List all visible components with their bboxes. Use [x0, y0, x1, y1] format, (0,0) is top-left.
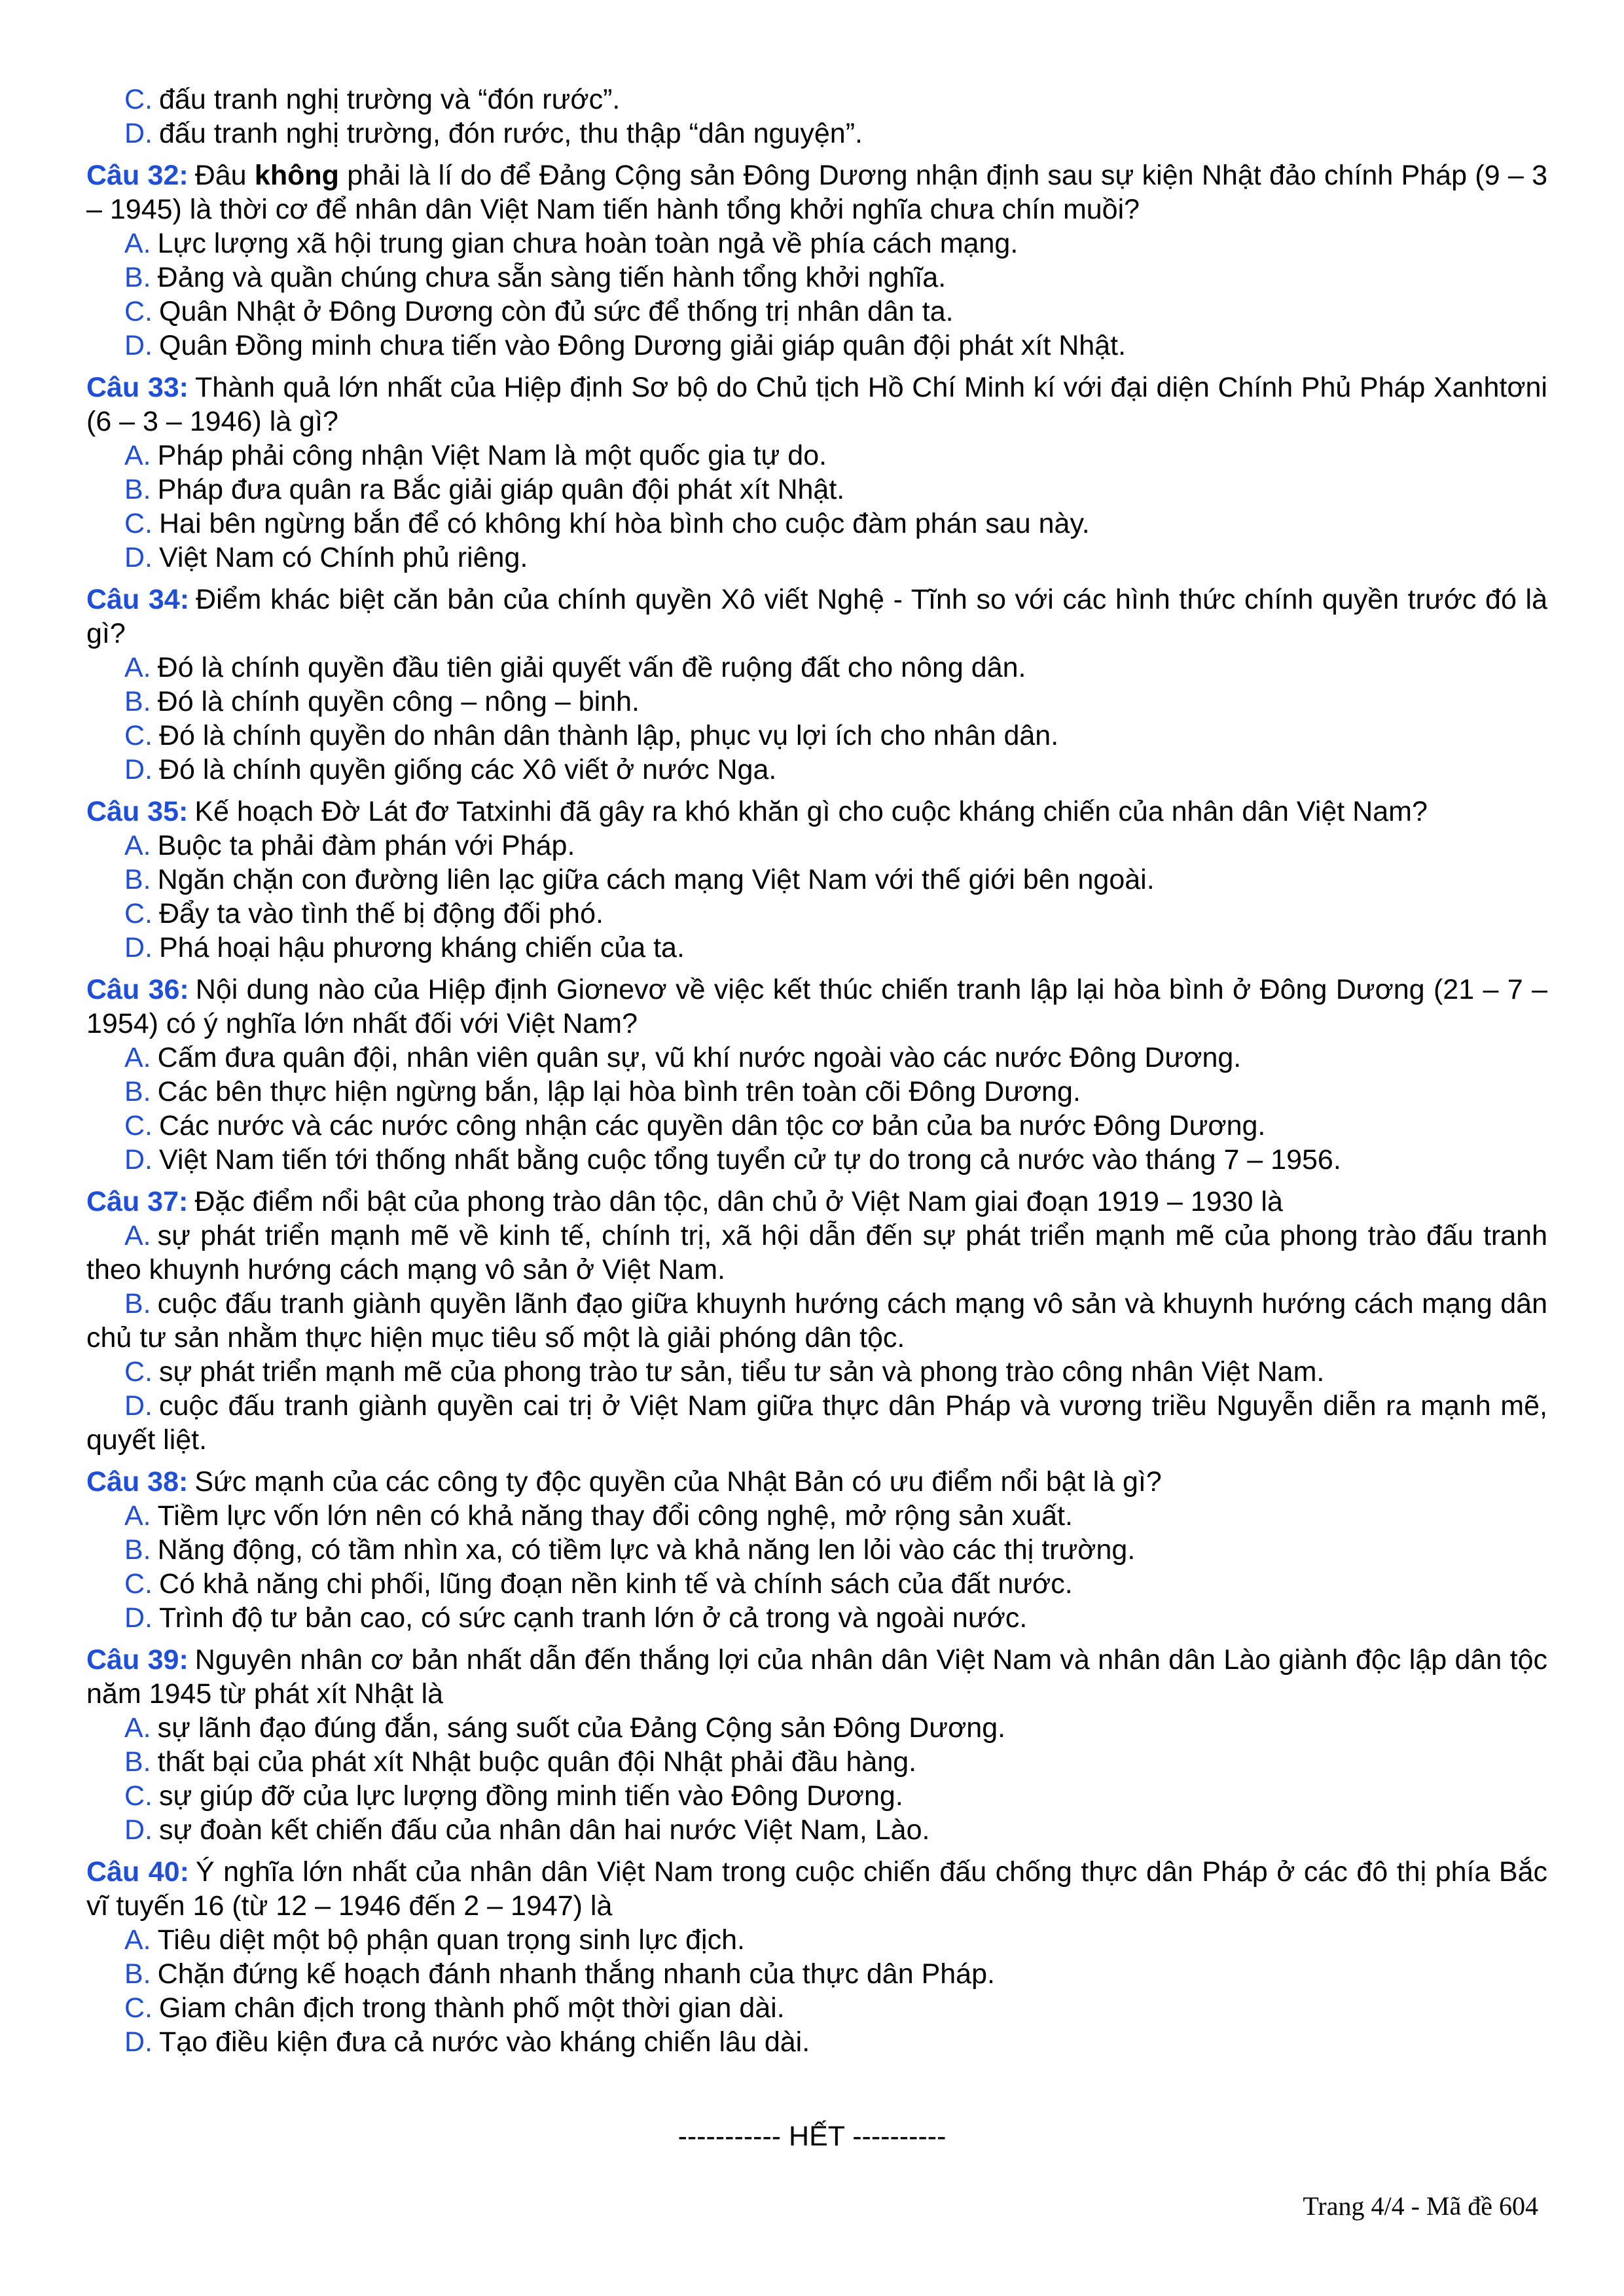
question-stem: [86, 370, 1547, 439]
question-38: [86, 1465, 1547, 1635]
option-letter: A.: [124, 1220, 151, 1251]
question-stem: [86, 1185, 1547, 1219]
question-label: Câu 33:: [86, 372, 189, 403]
option-text: cuộc đấu tranh giành quyền cai trị ở Việt Nam giữa thực dân Pháp và vương triều Nguyễn diễn ra mạnh mẽ, quyết liệt.: [86, 1390, 1547, 1456]
option-text: Hai bên ngừng bắn để có không khí hòa bình cho cuộc đàm phán sau này.: [159, 508, 1090, 539]
option-letter: B.: [124, 262, 151, 293]
question-stem: [86, 1643, 1547, 1711]
option-letter: C.: [124, 898, 153, 929]
option-b: [86, 1287, 1547, 1355]
option-a: [86, 651, 1547, 685]
question-text: Sức mạnh của các công ty độc quyền của Nhật Bản có ưu điểm nổi bật là gì?: [194, 1466, 1162, 1498]
option-text: Các nước và các nước công nhận các quyền dân tộc cơ bản của ba nước Đông Dương.: [159, 1110, 1266, 1141]
option-text: Đó là chính quyền giống các Xô viết ở nước Nga.: [159, 754, 777, 785]
question-35: [86, 795, 1547, 965]
question-text-pre: Đâu: [194, 160, 255, 191]
question-stem: [86, 973, 1547, 1041]
option-line: [86, 117, 1547, 151]
question-label: Câu 36:: [86, 974, 189, 1005]
option-letter: D.: [124, 118, 153, 149]
option-text: Đẩy ta vào tình thế bị động đối phó.: [159, 898, 604, 929]
option-line: [86, 82, 1547, 117]
end-of-exam-mark: ----------- HẾT ----------: [677, 2121, 947, 2152]
option-letter: C.: [124, 720, 153, 751]
question-32: [86, 158, 1547, 363]
option-b: [86, 473, 1547, 507]
option-a: [86, 1499, 1547, 1533]
question-label: Câu 35:: [86, 796, 189, 827]
option-c: [86, 1779, 1547, 1813]
option-c: [86, 719, 1547, 753]
option-d: [86, 1813, 1547, 1847]
option-a: [86, 1219, 1547, 1287]
option-text: Việt Nam có Chính phủ riêng.: [159, 542, 528, 573]
option-letter: D.: [124, 542, 153, 573]
option-text: thất bại của phát xít Nhật buộc quân đội Nhật phải đầu hàng.: [157, 1746, 917, 1778]
question-stem: [86, 1465, 1547, 1499]
option-letter: A.: [124, 652, 151, 683]
page-footer: Trang 4/4 - Mã đề 604: [1303, 2191, 1538, 2221]
option-letter: D.: [124, 1390, 153, 1422]
option-letter: C.: [124, 1568, 153, 1600]
question-label: Câu 39:: [86, 1644, 189, 1676]
question-text: Điểm khác biệt căn bản của chính quyền Xô viết Nghệ - Tĩnh so với các hình thức chính quyền trước đó là gì?: [86, 584, 1547, 649]
question-text: Ý nghĩa lớn nhất của nhân dân Việt Nam trong cuộc chiến đấu chống thực dân Pháp ở các đô thị phía Bắc vĩ tuyến 16 (từ 12 – 1946 đến 2 – 1947) là: [86, 1856, 1547, 1922]
option-a: [86, 1923, 1547, 1957]
option-text: Lực lượng xã hội trung gian chưa hoàn toàn ngả về phía cách mạng.: [157, 228, 1019, 259]
option-text: Đó là chính quyền do nhân dân thành lập, phục vụ lợi ích cho nhân dân.: [159, 720, 1059, 751]
question-stem: [86, 795, 1547, 829]
question-text: Nội dung nào của Hiệp định Giơnevơ về việc kết thúc chiến tranh lập lại hòa bình ở Đông Dương (21 – 7 – 1954) có ý nghĩa lớn nhất đối với Việt Nam?: [86, 974, 1547, 1039]
exam-content: [86, 82, 1547, 2059]
question-text: Nguyên nhân cơ bản nhất dẫn đến thắng lợi của nhân dân Việt Nam và nhân dân Lào giành độc lập dân tộc năm 1945 từ phát xít Nhật là: [86, 1644, 1547, 1710]
option-b: [86, 1533, 1547, 1567]
option-text: Đó là chính quyền đầu tiên giải quyết vấn đề ruộng đất cho nông dân.: [157, 652, 1026, 683]
option-text: Việt Nam tiến tới thống nhất bằng cuộc tổng tuyển cử tự do trong cả nước vào tháng 7 – 1956.: [159, 1144, 1341, 1175]
option-text: Phá hoại hậu phương kháng chiến của ta.: [159, 932, 685, 963]
question-text: Thành quả lớn nhất của Hiệp định Sơ bộ do Chủ tịch Hồ Chí Minh kí với đại diện Chính Phủ Pháp Xanhtơni (6 – 3 – 1946) là gì?: [86, 372, 1547, 437]
option-a: [86, 829, 1547, 863]
option-text: Pháp đưa quân ra Bắc giải giáp quân đội phát xít Nhật.: [157, 474, 845, 505]
option-text: Các bên thực hiện ngừng bắn, lập lại hòa bình trên toàn cõi Đông Dương.: [157, 1076, 1081, 1107]
option-letter: B.: [124, 1534, 151, 1566]
option-text: sự lãnh đạo đúng đắn, sáng suốt của Đảng Cộng sản Đông Dương.: [157, 1712, 1006, 1744]
option-d: [86, 931, 1547, 965]
option-b: [86, 1745, 1547, 1779]
option-b: [86, 1957, 1547, 1991]
option-text: Quân Nhật ở Đông Dương còn đủ sức để thống trị nhân dân ta.: [159, 296, 954, 327]
option-text: Quân Đồng minh chưa tiến vào Đông Dương giải giáp quân đội phát xít Nhật.: [159, 330, 1127, 361]
option-c: [86, 897, 1547, 931]
option-letter: B.: [124, 686, 151, 717]
option-d: [86, 2025, 1547, 2059]
question-39: [86, 1643, 1547, 1847]
option-c: [86, 1109, 1547, 1143]
option-letter: B.: [124, 864, 151, 895]
question-40: [86, 1855, 1547, 2059]
option-letter: A.: [124, 1042, 151, 1073]
option-letter: D.: [124, 754, 153, 785]
option-c: [86, 507, 1547, 541]
option-letter: A.: [124, 440, 151, 471]
option-letter: B.: [124, 474, 151, 505]
option-d: [86, 1389, 1547, 1457]
question-stem: [86, 583, 1547, 651]
option-letter: A.: [124, 1924, 151, 1956]
option-text: Đó là chính quyền công – nông – binh.: [157, 686, 640, 717]
option-letter: D.: [124, 2026, 153, 2058]
question-stem: [86, 158, 1547, 226]
option-b: [86, 260, 1547, 295]
question-text-emphasis: không: [254, 160, 339, 191]
option-text: Ngăn chặn con đường liên lạc giữa cách mạng Việt Nam với thế giới bên ngoài.: [157, 864, 1155, 895]
option-c: [86, 295, 1547, 329]
option-text: Trình độ tư bản cao, có sức cạnh tranh lớn ở cả trong và ngoài nước.: [159, 1602, 1028, 1634]
option-d: [86, 1143, 1547, 1177]
option-letter: B.: [124, 1076, 151, 1107]
previous-question-options: [86, 82, 1547, 151]
option-letter: A.: [124, 830, 151, 861]
option-d: [86, 1601, 1547, 1635]
option-d: [86, 541, 1547, 575]
option-text: sự phát triển mạnh mẽ của phong trào tư sản, tiểu tư sản và phong trào công nhân Việt Nam.: [159, 1356, 1325, 1388]
option-text: Năng động, có tầm nhìn xa, có tiềm lực và khả năng len lỏi vào các thị trường.: [157, 1534, 1136, 1566]
question-text: Đặc điểm nổi bật của phong trào dân tộc, dân chủ ở Việt Nam giai đoạn 1919 – 1930 là: [194, 1186, 1283, 1217]
question-33: [86, 370, 1547, 575]
question-label: Câu 37:: [86, 1186, 189, 1217]
question-text-post: phải là lí do để Đảng Cộng sản Đông Dương nhận định sau sự kiện Nhật đảo chính Pháp (9 – 3 – 1945) là thời cơ để nhân dân Việt Nam tiến hành tổng khởi nghĩa chưa chín muồi?: [86, 160, 1547, 225]
option-text: Tạo điều kiện đưa cả nước vào kháng chiến lâu dài.: [159, 2026, 810, 2058]
option-letter: C.: [124, 508, 153, 539]
option-letter: D.: [124, 1144, 153, 1175]
option-text: Tiêu diệt một bộ phận quan trọng sinh lực địch.: [157, 1924, 745, 1956]
option-b: [86, 1075, 1547, 1109]
option-text: Đảng và quần chúng chưa sẵn sàng tiến hành tổng khởi nghĩa.: [157, 262, 947, 293]
option-b: [86, 685, 1547, 719]
option-a: [86, 226, 1547, 260]
option-text: Tiềm lực vốn lớn nên có khả năng thay đổi công nghệ, mở rộng sản xuất.: [157, 1500, 1073, 1532]
question-text: Kế hoạch Đờ Lát đơ Tatxinhi đã gây ra khó khăn gì cho cuộc kháng chiến của nhân dân Việt Nam?: [194, 796, 1428, 827]
option-text: Chặn đứng kế hoạch đánh nhanh thắng nhanh của thực dân Pháp.: [157, 1958, 995, 1990]
option-text: sự phát triển mạnh mẽ về kinh tế, chính trị, xã hội dẫn đến sự phát triển mạnh mẽ của phong trào đấu tranh theo khuynh hướng cách mạng vô sản ở Việt Nam.: [86, 1220, 1547, 1285]
option-letter: D.: [124, 1602, 153, 1634]
option-letter: A.: [124, 228, 151, 259]
option-d: [86, 329, 1547, 363]
option-letter: A.: [124, 1500, 151, 1532]
option-text: Cấm đưa quân đội, nhân viên quân sự, vũ khí nước ngoài vào các nước Đông Dương.: [157, 1042, 1242, 1073]
option-letter: B.: [124, 1288, 151, 1319]
option-text: sự giúp đỡ của lực lượng đồng minh tiến vào Đông Dương.: [159, 1780, 903, 1812]
option-text: sự đoàn kết chiến đấu của nhân dân hai nước Việt Nam, Lào.: [159, 1814, 930, 1846]
option-text: Buộc ta phải đàm phán với Pháp.: [157, 830, 575, 861]
question-34: [86, 583, 1547, 787]
option-text: đấu tranh nghị trường, đón rước, thu thập “dân nguyện”.: [159, 118, 863, 149]
option-a: [86, 1041, 1547, 1075]
question-label: Câu 40:: [86, 1856, 189, 1888]
option-text: Giam chân địch trong thành phố một thời gian dài.: [159, 1992, 785, 2024]
option-b: [86, 863, 1547, 897]
option-a: [86, 439, 1547, 473]
option-letter: B.: [124, 1958, 151, 1990]
option-c: [86, 1991, 1547, 2025]
option-letter: D.: [124, 330, 153, 361]
option-letter: D.: [124, 932, 153, 963]
option-text: đấu tranh nghị trường và “đón rước”.: [159, 84, 621, 115]
question-stem: [86, 1855, 1547, 1923]
option-c: [86, 1355, 1547, 1389]
option-letter: A.: [124, 1712, 151, 1744]
option-letter: C.: [124, 84, 153, 115]
option-letter: C.: [124, 1356, 153, 1388]
option-d: [86, 753, 1547, 787]
option-letter: C.: [124, 1110, 153, 1141]
option-letter: C.: [124, 1780, 153, 1812]
option-letter: C.: [124, 1992, 153, 2024]
question-36: [86, 973, 1547, 1177]
question-label: Câu 38:: [86, 1466, 189, 1498]
option-letter: B.: [124, 1746, 151, 1778]
option-c: [86, 1567, 1547, 1601]
option-a: [86, 1711, 1547, 1745]
option-text: Pháp phải công nhận Việt Nam là một quốc gia tự do.: [157, 440, 827, 471]
question-label: Câu 34:: [86, 584, 190, 615]
option-text: cuộc đấu tranh giành quyền lãnh đạo giữa khuynh hướng cách mạng vô sản và khuynh hướng cách mạng dân chủ tư sản nhằm thực hiện mục tiêu số một là giải phóng dân tộc.: [86, 1288, 1547, 1354]
question-label: Câu 32:: [86, 160, 189, 191]
question-37: [86, 1185, 1547, 1457]
option-text: Có khả năng chi phối, lũng đoạn nền kinh tế và chính sách của đất nước.: [159, 1568, 1073, 1600]
option-letter: D.: [124, 1814, 153, 1846]
option-letter: C.: [124, 296, 153, 327]
